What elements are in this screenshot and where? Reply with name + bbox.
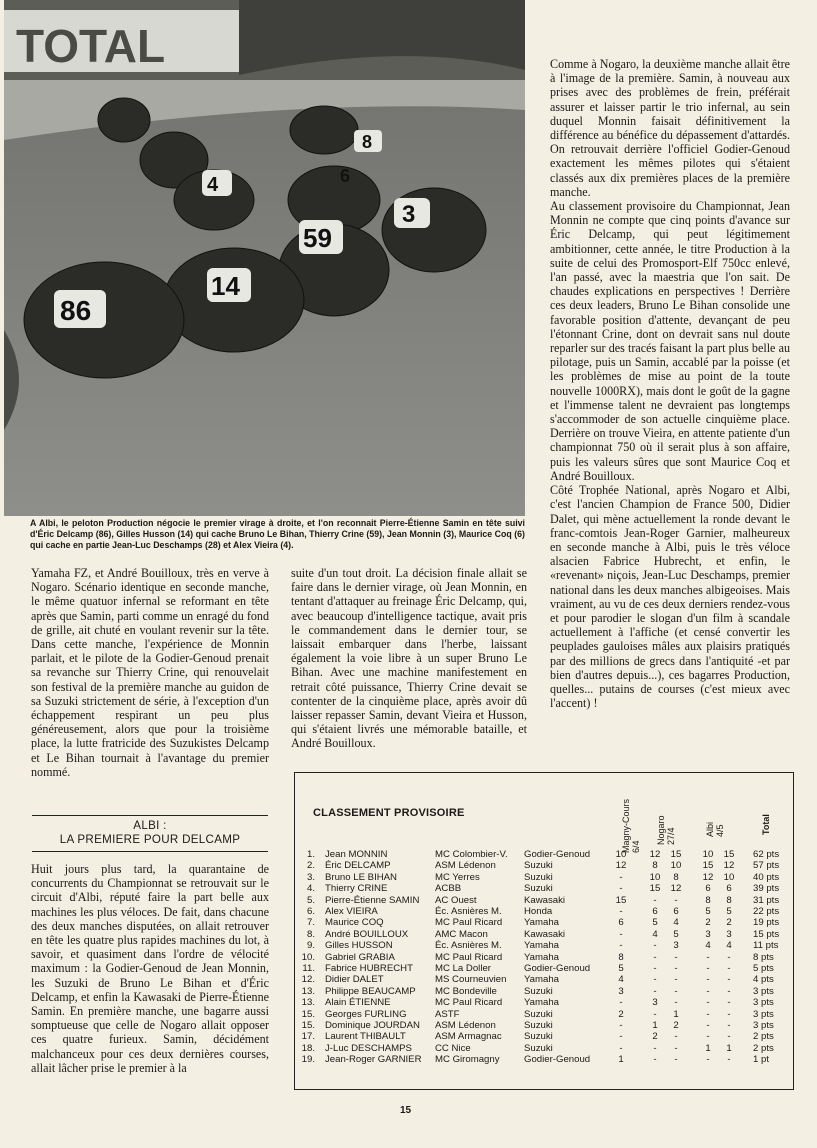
cell-rank: 7. xyxy=(306,917,315,929)
cell-a1: 2 xyxy=(705,917,711,929)
cell-total: 5 pts xyxy=(753,963,774,974)
cell-n1: 8 xyxy=(652,860,658,872)
cell-rider: Alain ÉTIENNE xyxy=(325,997,391,1009)
cell-n1: 5 xyxy=(652,917,658,929)
cell-bike: Yamaha xyxy=(524,951,560,963)
cell-m1: - xyxy=(619,871,623,883)
cell-rider: Thierry CRINE xyxy=(325,883,388,895)
cell-total: 31 pts xyxy=(753,894,780,906)
cell-m1: 4 xyxy=(618,974,624,986)
cell-rider: Alex VIEIRA xyxy=(325,906,378,917)
cell-rank: 10. xyxy=(301,951,315,963)
standings-title: CLASSEMENT PROVISOIRE xyxy=(313,807,465,819)
cell-m1: - xyxy=(619,1042,623,1054)
cell-a2: 12 xyxy=(723,860,735,872)
cell-rider: Philippe BEAUCAMP xyxy=(325,985,416,997)
cell-bike: Kawasaki xyxy=(524,928,566,940)
cell-m1: - xyxy=(619,883,623,895)
cell-rider: Dominique JOURDAN xyxy=(325,1020,420,1031)
cell-bike: Yamaha xyxy=(524,997,560,1009)
cell-rank: 12. xyxy=(301,974,315,986)
cell-rank: 13. xyxy=(301,985,315,997)
cell-total: 11 pts xyxy=(753,940,779,952)
cell-n2: - xyxy=(674,894,678,906)
cell-m1: 3 xyxy=(618,985,624,997)
cell-total: 15 pts xyxy=(753,928,780,940)
cell-rider: André BOUILLOUX xyxy=(325,928,409,940)
cell-rank: 15. xyxy=(301,1008,315,1020)
cell-n2: - xyxy=(674,963,678,974)
right-column-para-2: Au classement provisoire du Championnat, Jean Monnin ne compte que cinq points d'avance sur Éric Delcamp, qui peut légitimement ambitionner, cette année, le titre Production à la suite de celui des Promosport-Elf 750cc enlevé, l'an passé, avec la maestria que l'on sait. De chaudes explications en perspectives ! Derrière ces deux leaders, Bruno Le Bihan consolide une favorable position d'attente, devançant de peu l'étonnant Crine, dont on devrait sans nul doute reparler sur des tracés faisant la part plus belle au pilotage, puis un Samin, accablé par la poisse (et les problèmes de mise au point de la toute nouvelle 1000RX), mais dont le goût de la gagne et l'immense talent ne devraient pas longtemps s'accommoder de son actuelle cinquième place. Derrière on trouve Vieira, en attente patiente d'un championnat 750 où il serait plus à son affaire, puis les valeurs sûres que sont Maurice Coq et André Bouilloux. xyxy=(550,199,790,483)
cell-total: 8 pts xyxy=(753,951,774,963)
cell-a2: - xyxy=(727,974,731,986)
cell-a2: 8 xyxy=(726,894,732,906)
cell-n1: 15 xyxy=(649,883,661,895)
table-row xyxy=(295,860,793,871)
cell-total: 4 pts xyxy=(753,974,774,986)
header-nogaro-line2: 27/4 xyxy=(666,827,676,845)
cell-a2: 4 xyxy=(726,940,732,952)
table-row xyxy=(295,1054,793,1065)
cell-m1: 6 xyxy=(618,917,624,929)
cell-rank: 17. xyxy=(301,1031,315,1043)
cell-club: ASTF xyxy=(435,1008,460,1020)
cell-bike: Suzuki xyxy=(524,1042,553,1054)
cell-rank: 9. xyxy=(306,940,315,952)
cell-m1: 10 xyxy=(615,849,627,860)
middle-column-text: suite d'un tout droit. La décision finale allait se faire dans le dernier virage, où Jean Monnin, en tentant d'attaquer au freinage Éric Delcamp, qui, avec beaucoup d'intelligence tactique, avait pris le commandement dans le dernier tour, se laissait embarquer dans l'herbe, laissant également la voie libre à un super Bruno Le Bihan. Avec une machine manifestement en retrait côté puissance, Thierry Crine devait se contenter de la cinquième place, après avoir dû laisser repasser Samin, devant Vieira et Husson, qui s'étaient livrés une mémorable bataille, et André Bouilloux. xyxy=(291,566,527,751)
cell-total: 3 pts xyxy=(753,1020,774,1031)
cell-m1: - xyxy=(619,940,623,952)
cell-rider: Gilles HUSSON xyxy=(325,940,393,952)
cell-club: MC Bondeville xyxy=(435,985,497,997)
cell-rank: 1. xyxy=(306,849,315,860)
header-albi xyxy=(705,822,725,837)
cell-n2: - xyxy=(674,1054,678,1066)
right-column xyxy=(550,57,790,710)
table-row xyxy=(295,940,793,951)
cell-n2: - xyxy=(674,985,678,997)
cell-m1: - xyxy=(619,928,623,940)
right-column-para-1: Comme à Nogaro, la deuxième manche allait être à l'image de la première. Samin, à nouveau aux prises avec des problèmes de frein, préférait assurer et laisser partir le trio infernal, au sein duquel Monnin faisait définitivement la différence au bénéfice du dépassement d'attardés. On retrouvait derrière l'officiel Godier-Genoud exactement les mêmes pilotes qui s'étaient classés aux dix premières places de la première manche. xyxy=(550,57,790,199)
cell-n1: 10 xyxy=(649,871,661,883)
left-column-top xyxy=(31,566,269,779)
cell-club: AMC Macon xyxy=(435,928,488,940)
cell-club: MC Colombier-V. xyxy=(435,849,508,860)
cell-rider: Jean-Roger GARNIER xyxy=(325,1054,422,1066)
cell-rider: Jean MONNIN xyxy=(325,849,388,860)
cell-n1: - xyxy=(653,963,657,974)
cell-a1: - xyxy=(706,951,710,963)
cell-n2: 6 xyxy=(673,906,679,917)
cell-total: 3 pts xyxy=(753,997,774,1009)
cell-total: 40 pts xyxy=(753,871,780,883)
cell-club: Éc. Asnières M. xyxy=(435,906,502,917)
cell-n1: - xyxy=(653,974,657,986)
cell-rank: 8. xyxy=(306,928,315,940)
header-albi-line2: 4/5 xyxy=(715,824,725,837)
cell-club: MC Paul Ricard xyxy=(435,917,503,929)
bike-number-8: 8 xyxy=(362,132,373,152)
cell-total: 62 pts xyxy=(753,849,780,860)
cell-bike: Yamaha xyxy=(524,917,560,929)
cell-total: 1 pt xyxy=(753,1054,770,1066)
cell-rank: 5. xyxy=(306,894,315,906)
bike-number-3: 3 xyxy=(402,201,416,228)
cell-total: 39 pts xyxy=(753,883,780,895)
cell-total: 2 pts xyxy=(753,1042,774,1054)
cell-rider: Gabriel GRABIA xyxy=(325,951,395,963)
cell-club: ACBB xyxy=(435,883,462,895)
cell-n1: - xyxy=(653,951,657,963)
table-row xyxy=(295,906,793,917)
header-albi-line1: Albi xyxy=(705,821,715,837)
cell-rider: Laurent THIBAULT xyxy=(325,1031,406,1043)
race-photo-illustration xyxy=(4,0,525,516)
cell-a1: - xyxy=(706,1031,710,1043)
cell-a2: - xyxy=(727,1031,731,1043)
cell-n1: 3 xyxy=(652,997,658,1009)
cell-a1: - xyxy=(706,974,710,986)
bike-number-6: 6 xyxy=(340,166,351,186)
cell-total: 19 pts xyxy=(753,917,780,929)
left-column-bottom xyxy=(31,862,269,1075)
cell-rider: Éric DELCAMP xyxy=(325,860,391,872)
section-heading-line1: ALBI : xyxy=(133,819,167,832)
cell-n1: - xyxy=(653,1008,657,1020)
cell-rider: J-Luc DESCHAMPS xyxy=(325,1042,412,1054)
cell-bike: Suzuki xyxy=(524,985,553,997)
cell-club: Éc. Asnières M. xyxy=(435,940,502,952)
cell-n2: 4 xyxy=(673,917,679,929)
cell-n2: 2 xyxy=(673,1020,679,1031)
cell-n1: - xyxy=(653,1042,657,1054)
cell-n1: 4 xyxy=(652,928,658,940)
cell-club: MC Giromagny xyxy=(435,1054,500,1066)
cell-a1: - xyxy=(706,1008,710,1020)
cell-m1: 8 xyxy=(618,951,624,963)
bike-number-4: 4 xyxy=(207,174,219,196)
cell-rider: Bruno LE BIHAN xyxy=(325,871,397,883)
table-row xyxy=(295,997,793,1008)
cell-club: ASM Lédenon xyxy=(435,1020,496,1031)
cell-club: MC Paul Ricard xyxy=(435,951,503,963)
cell-m1: 12 xyxy=(615,860,627,872)
cell-bike: Kawasaki xyxy=(524,894,566,906)
header-nogaro xyxy=(656,815,676,845)
cell-a1: - xyxy=(706,1054,710,1066)
cell-rider: Maurice COQ xyxy=(325,917,384,929)
cell-a2: 6 xyxy=(726,883,732,895)
cell-n2: 3 xyxy=(673,940,679,952)
cell-n2: 1 xyxy=(673,1008,679,1020)
bike-number-14: 14 xyxy=(211,271,240,301)
cell-a1: 5 xyxy=(705,906,711,917)
photo-caption: A Albi, le peloton Production négocie le premier virage à droite, et l'on reconnait Pierre-Étienne Samin en tête suivi d'Éric Delcamp (86), Gilles Husson (14) qui cache Bruno Le Bihan, Thierry Crine (59), Jean Monnin (3), Maurice Coq (6) qui cache en partie Jean-Luc Deschamps (28) et Alex Vieira (4). xyxy=(30,518,525,550)
heading-rule-bottom xyxy=(32,851,268,852)
cell-n2: 5 xyxy=(673,928,679,940)
cell-n2: - xyxy=(674,1031,678,1043)
cell-bike: Yamaha xyxy=(524,974,560,986)
table-row xyxy=(295,895,793,906)
cell-n2: - xyxy=(674,951,678,963)
cell-total: 57 pts xyxy=(753,860,780,872)
cell-rank: 3. xyxy=(306,871,315,883)
cell-a1: - xyxy=(706,997,710,1009)
cell-a1: 4 xyxy=(705,940,711,952)
cell-club: ASM Lédenon xyxy=(435,860,496,872)
cell-a2: - xyxy=(727,1008,731,1020)
header-magny-line1: Magny-Cours xyxy=(621,798,631,853)
table-row xyxy=(295,1020,793,1031)
cell-club: ASM Armagnac xyxy=(435,1031,502,1043)
cell-n2: 8 xyxy=(673,871,679,883)
cell-rank: 15. xyxy=(301,1020,315,1031)
cell-a2: - xyxy=(727,1020,731,1031)
cell-rank: 18. xyxy=(301,1042,315,1054)
cell-total: 3 pts xyxy=(753,1008,774,1020)
section-heading-line2: LA PREMIERE POUR DELCAMP xyxy=(59,833,241,846)
cell-rider: Georges FURLING xyxy=(325,1008,407,1020)
cell-bike: Suzuki xyxy=(524,1031,553,1043)
cell-n2: 15 xyxy=(670,849,682,860)
table-row xyxy=(295,952,793,963)
cell-a1: 15 xyxy=(702,860,714,872)
cell-a1: 10 xyxy=(702,849,714,860)
cell-bike: Godier-Genoud xyxy=(524,1054,591,1066)
cell-a2: - xyxy=(727,951,731,963)
cell-a2: - xyxy=(727,963,731,974)
right-column-para-3: Côté Trophée National, après Nogaro et Albi, c'est l'ancien Champion de France 500, Didier Dalet, qui mène actuellement la ronde devant le franc-comtois Jean-Roger Garnier, malheureux en seconde manche à Albi, puis le très véloce alsacien Fabrice Hubrecht, et enfin, le «revenant» niçois, Jean-Luc Deschamps, premier national dans les deux manches albigeoises. Mais vraiment, au vu de ces deux derniers rendez-vous et pour parodier le slogan d'un film à scandale actuellement à l'affiche (et censé convertir les peuplades gauloises mâles aux plaisirs pratiqués par des millions de grecs dans l'antiquité -et par bien d'autres depuis...), ces bagarres Production, quelles... putains de courses (c'est mieux avec l'accent) ! xyxy=(550,483,790,711)
race-photo xyxy=(4,0,525,516)
table-row xyxy=(295,929,793,940)
left-column-top-text: Yamaha FZ, et André Bouilloux, très en verve à Nogaro. Scénario identique en seconde manche, le même quatuor infernal se reformant en tête après que Samin, parti comme un enragé du fond de grille, ait chuté en voulant revenir sur la tête. Dans cette manche, l'expérience de Monnin parlait, et le pilote de la Godier-Genoud prenait sa revanche sur Thierry Crine, qui renouvelait son festival de la première manche au guidon de sa Suzuki strictement de série, à l'exception d'un échappement respirant un peu plus généreusement, alors que pour la troisième place, la lutte fratricide des Suzukistes Delcamp et Le Bihan tournait à l'avantage du premier nommé. xyxy=(31,566,269,779)
cell-a1: 1 xyxy=(705,1042,711,1054)
cell-m1: 2 xyxy=(618,1008,624,1020)
cell-n1: - xyxy=(653,985,657,997)
banner-text: TOTAL xyxy=(16,20,166,72)
cell-rank: 11. xyxy=(302,963,315,974)
cell-bike: Honda xyxy=(524,906,553,917)
cell-n1: - xyxy=(653,940,657,952)
cell-m1: 1 xyxy=(618,1054,624,1066)
cell-bike: Suzuki xyxy=(524,1008,553,1020)
left-column-bottom-text: Huit jours plus tard, la quarantaine de concurrents du Championnat se retrouvait sur le circuit d'Albi, réputé faire la part belle aux machines les plus véloces. De fait, dans chacune des deux manches disputées, on allait retrouver en tête les quatre plus rapides machines du lot, à savoir, et quasiment dans l'ordre de vélocité maximum : la Godier-Genoud de Jean Monnin, les Suzuki de Bruno Le Bihan et d'Éric Delcamp, et enfin la Kawasaki de Pierre-Étienne Samin. En première manche, une bagarre aussi somptueuse que celle de Nogaro allait opposer ces quatre furieux. Samin, décidément malchanceux pour ces deux dernières courses, allait lâcher prise le premier à la xyxy=(31,862,269,1075)
cell-rider: Didier DALET xyxy=(325,974,384,986)
table-row xyxy=(295,872,793,883)
cell-total: 3 pts xyxy=(753,985,774,997)
cell-rider: Pierre-Étienne SAMIN xyxy=(325,894,420,906)
cell-a2: 5 xyxy=(726,906,732,917)
cell-a2: 1 xyxy=(726,1042,732,1054)
heading-rule-top xyxy=(32,815,268,816)
cell-rank: 19. xyxy=(301,1054,315,1066)
cell-rank: 13. xyxy=(301,997,315,1009)
cell-a2: - xyxy=(727,1054,731,1066)
page-number: 15 xyxy=(400,1105,412,1116)
header-magny-cours xyxy=(621,799,641,853)
table-row xyxy=(295,917,793,928)
cell-a2: 2 xyxy=(726,917,732,929)
cell-club: CC Nice xyxy=(435,1042,471,1054)
cell-club: MC La Doller xyxy=(435,963,491,974)
cell-club: MS Courneuvien xyxy=(435,974,507,986)
cell-a2: - xyxy=(727,985,731,997)
cell-bike: Yamaha xyxy=(524,940,560,952)
cell-m1: - xyxy=(619,997,623,1009)
cell-a1: - xyxy=(706,1020,710,1031)
cell-n2: - xyxy=(674,974,678,986)
cell-n1: 12 xyxy=(649,849,661,860)
cell-a1: 6 xyxy=(705,883,711,895)
cell-m1: 15 xyxy=(615,894,627,906)
cell-n1: 6 xyxy=(652,906,658,917)
cell-a2: 15 xyxy=(723,849,735,860)
cell-bike: Suzuki xyxy=(524,871,553,883)
bike-number-86: 86 xyxy=(60,295,92,326)
cell-bike: Suzuki xyxy=(524,1020,553,1031)
table-row xyxy=(295,974,793,985)
cell-m1: - xyxy=(619,1020,623,1031)
section-heading-albi xyxy=(32,819,268,847)
cell-m1: 5 xyxy=(618,963,624,974)
cell-club: AC Ouest xyxy=(435,894,477,906)
cell-m1: - xyxy=(619,906,623,917)
header-magny-line2: 6/4 xyxy=(631,840,641,853)
cell-n2: - xyxy=(674,997,678,1009)
table-row xyxy=(295,1009,793,1020)
table-row xyxy=(295,963,793,974)
cell-a1: - xyxy=(706,985,710,997)
cell-bike: Suzuki xyxy=(524,883,553,895)
cell-a1: 12 xyxy=(702,871,714,883)
cell-total: 2 pts xyxy=(753,1031,774,1043)
cell-n2: 12 xyxy=(670,883,682,895)
cell-n1: - xyxy=(653,1054,657,1066)
standings-table xyxy=(294,772,794,1090)
cell-a1: 3 xyxy=(705,928,711,940)
cell-bike: Godier-Genoud xyxy=(524,849,591,860)
cell-a2: - xyxy=(727,997,731,1009)
cell-n2: 10 xyxy=(670,860,682,872)
table-row xyxy=(295,1043,793,1054)
cell-a2: 3 xyxy=(726,928,732,940)
cell-a2: 10 xyxy=(723,871,735,883)
cell-total: 22 pts xyxy=(753,906,780,917)
cell-rank: 2. xyxy=(306,860,315,872)
header-total xyxy=(761,814,771,835)
cell-n1: 1 xyxy=(652,1020,658,1031)
table-row xyxy=(295,849,793,860)
cell-a1: - xyxy=(706,963,710,974)
cell-a1: 8 xyxy=(705,894,711,906)
table-row xyxy=(295,986,793,997)
middle-column xyxy=(291,566,527,751)
cell-m1: - xyxy=(619,1031,623,1043)
cell-n2: - xyxy=(674,1042,678,1054)
cell-club: MC Yerres xyxy=(435,871,480,883)
table-row xyxy=(295,883,793,894)
cell-rank: 6. xyxy=(306,906,315,917)
header-nogaro-line1: Nogaro xyxy=(656,815,666,845)
cell-rank: 4. xyxy=(306,883,315,895)
cell-club: MC Paul Ricard xyxy=(435,997,503,1009)
header-total-label: Total xyxy=(761,814,771,835)
cell-n1: 2 xyxy=(652,1031,658,1043)
bike-number-59: 59 xyxy=(303,223,332,253)
table-row xyxy=(295,1031,793,1042)
cell-bike: Suzuki xyxy=(524,860,553,872)
cell-bike: Godier-Genoud xyxy=(524,963,591,974)
cell-rider: Fabrice HUBRECHT xyxy=(325,963,413,974)
cell-n1: - xyxy=(653,894,657,906)
